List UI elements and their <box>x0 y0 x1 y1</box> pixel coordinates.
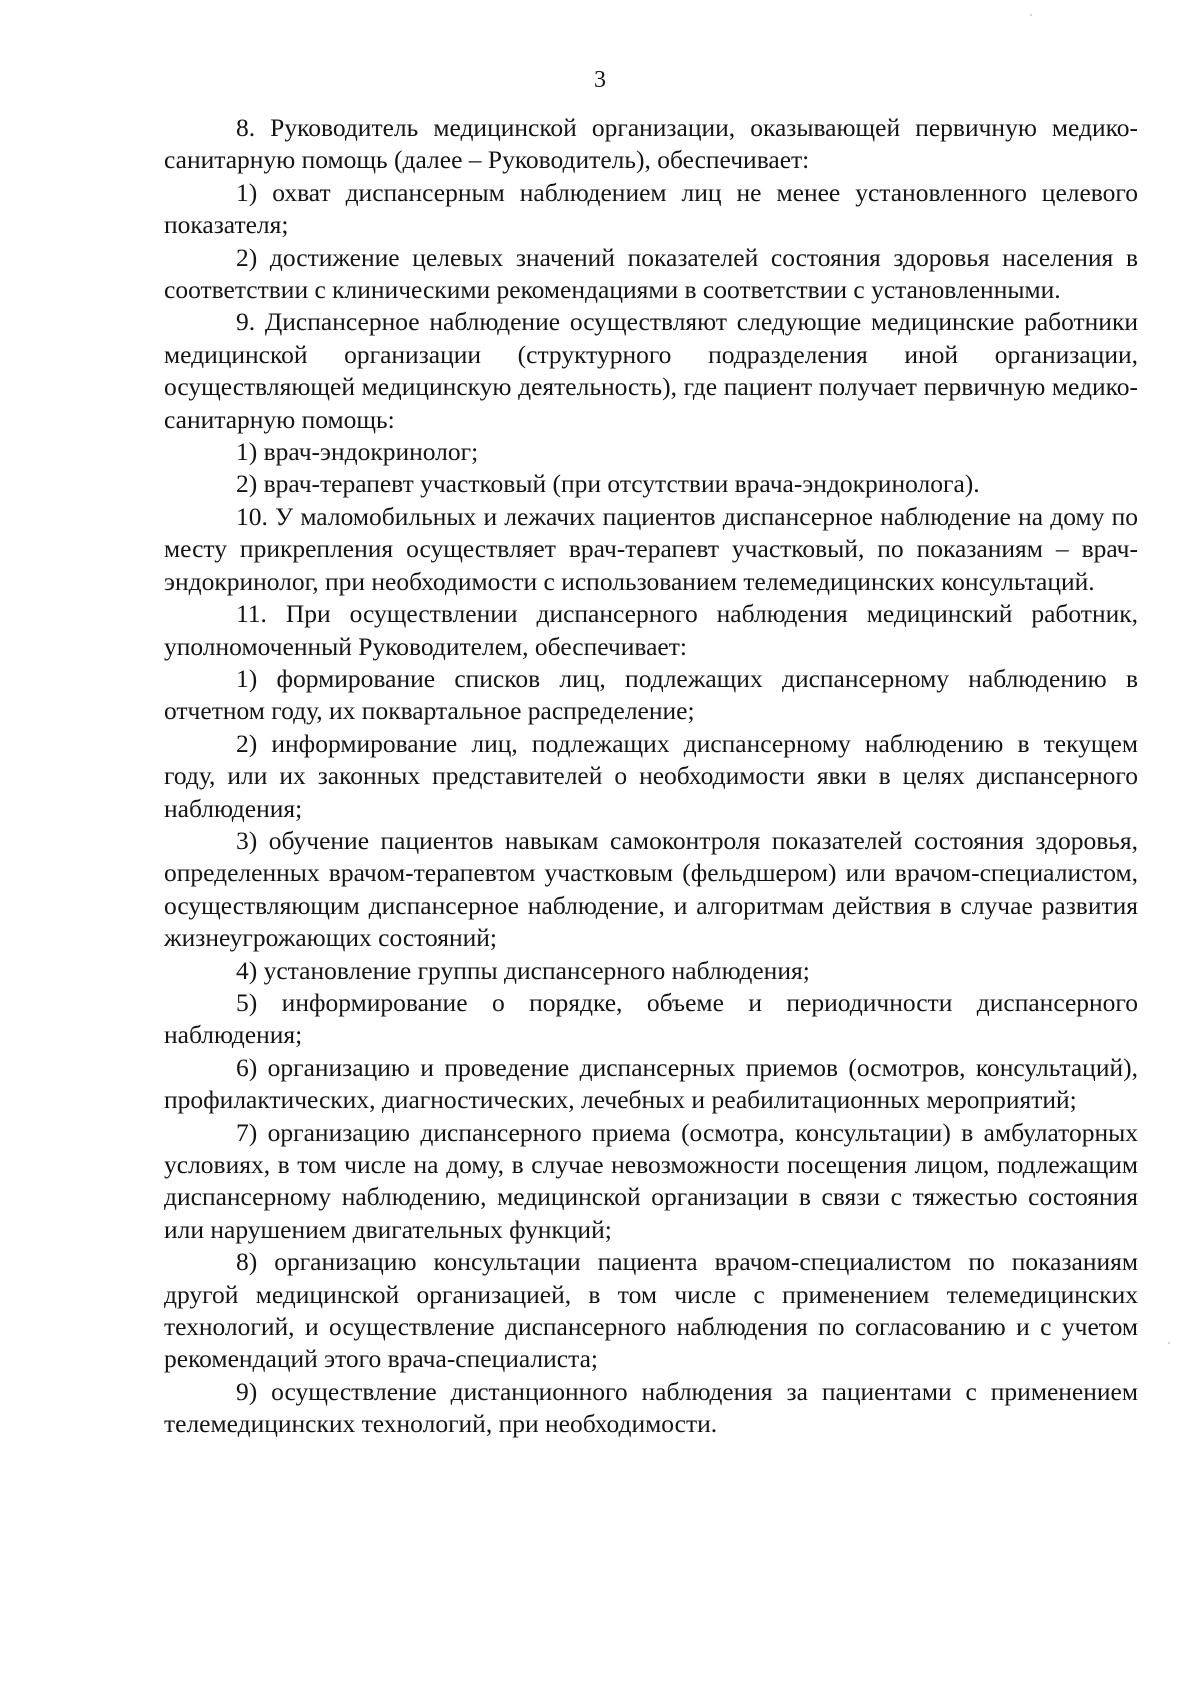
paragraph-11-item-8: 8) организацию консультации пациента врачом-специалистом по показаниям другой медицинской организацией, в том числе с применением телемедицинских технологий, и осуществление диспансерного наблюдения по согласованию и с учетом рекомендаций этого врача-специалиста; <box>164 1247 1138 1374</box>
paragraph-8-item-2: 2) достижение целевых значений показателей состояния здоровья населения в соответствии с клиническими рекомендациями в соответствии с установленными. <box>164 242 1138 305</box>
scan-speck <box>1030 14 1032 16</box>
paragraph-11-item-4: 4) установление группы диспансерного наблюдения; <box>236 955 810 985</box>
paragraph-11: 11. При осуществлении диспансерного наблюдения медицинский работник, уполномоченный Руководителем, обеспечивает: <box>164 599 1138 661</box>
paragraph-9-item-2: 2) врач-терапевт участковый (при отсутствии врача-эндокринолога). <box>236 469 980 499</box>
paragraph-11-item-6: 6) организацию и проведение диспансерных приемов (осмотров, консультаций), профилактических, диагностических, лечебных и реабилитационных мероприятий; <box>164 1052 1138 1115</box>
paragraph-11-item-2: 2) информирование лиц, подлежащих диспансерному наблюдению в текущем году, или их законных представителей о необходимости явки в целях диспансерного наблюдения; <box>164 728 1138 823</box>
paragraph-11-item-5: 5) информирование о порядке, объеме и периодичности диспансерного наблюдения; <box>164 987 1138 1050</box>
page-number: 3 <box>594 67 606 93</box>
paragraph-11-item-1: 1) формирование списков лиц, подлежащих диспансерному наблюдению в отчетном году, их поквартальное распределение; <box>164 663 1138 726</box>
scan-speck <box>1168 1342 1170 1344</box>
paragraph-10: 10. У маломобильных и лежачих пациентов диспансерное наблюдение на дому по месту прикрепления осуществляет врач-терапевт участковый, по показаниям – врач-эндокринолог, при необходимости с использованием телемедицинских консультаций. <box>164 501 1138 596</box>
paragraph-8: 8. Руководитель медицинской организации, оказывающей первичную медико-санитарную помощь (далее – Руководитель), обеспечивает: <box>164 113 1138 175</box>
paragraph-11-item-3: 3) обучение пациентов навыкам самоконтроля показателей состояния здоровья, определенных врачом-терапевтом участковым (фельдшером) или врачом-специалистом, осуществляющим диспансерное наблюдение, и алгоритмам действия в случае развития жизнеугрожающих состояний; <box>164 825 1138 953</box>
paragraph-9-item-1: 1) врач-эндокринолог; <box>236 437 479 467</box>
paragraph-11-item-9: 9) осуществление дистанционного наблюдения за пациентами с применением телемедицинских технологий, при необходимости. <box>164 1376 1138 1439</box>
document-body <box>164 112 1138 1441</box>
paragraph-11-item-7: 7) организацию диспансерного приема (осмотра, консультации) в амбулаторных условиях, в том числе на дому, в случае невозможности посещения лицом, подлежащим диспансерному наблюдению, медицинской организации в связи с тяжестью состояния или нарушением двигательных функций; <box>164 1117 1138 1244</box>
paragraph-8-item-1: 1) охват диспансерным наблюдением лиц не менее установленного целевого показателя; <box>164 177 1138 240</box>
paragraph-9: 9. Диспансерное наблюдение осуществляют следующие медицинские работники медицинской организации (структурного подразделения иной организации, осуществляющей медицинскую деятельность), где пациент получает первичную медико-санитарную помощь: <box>164 307 1138 434</box>
